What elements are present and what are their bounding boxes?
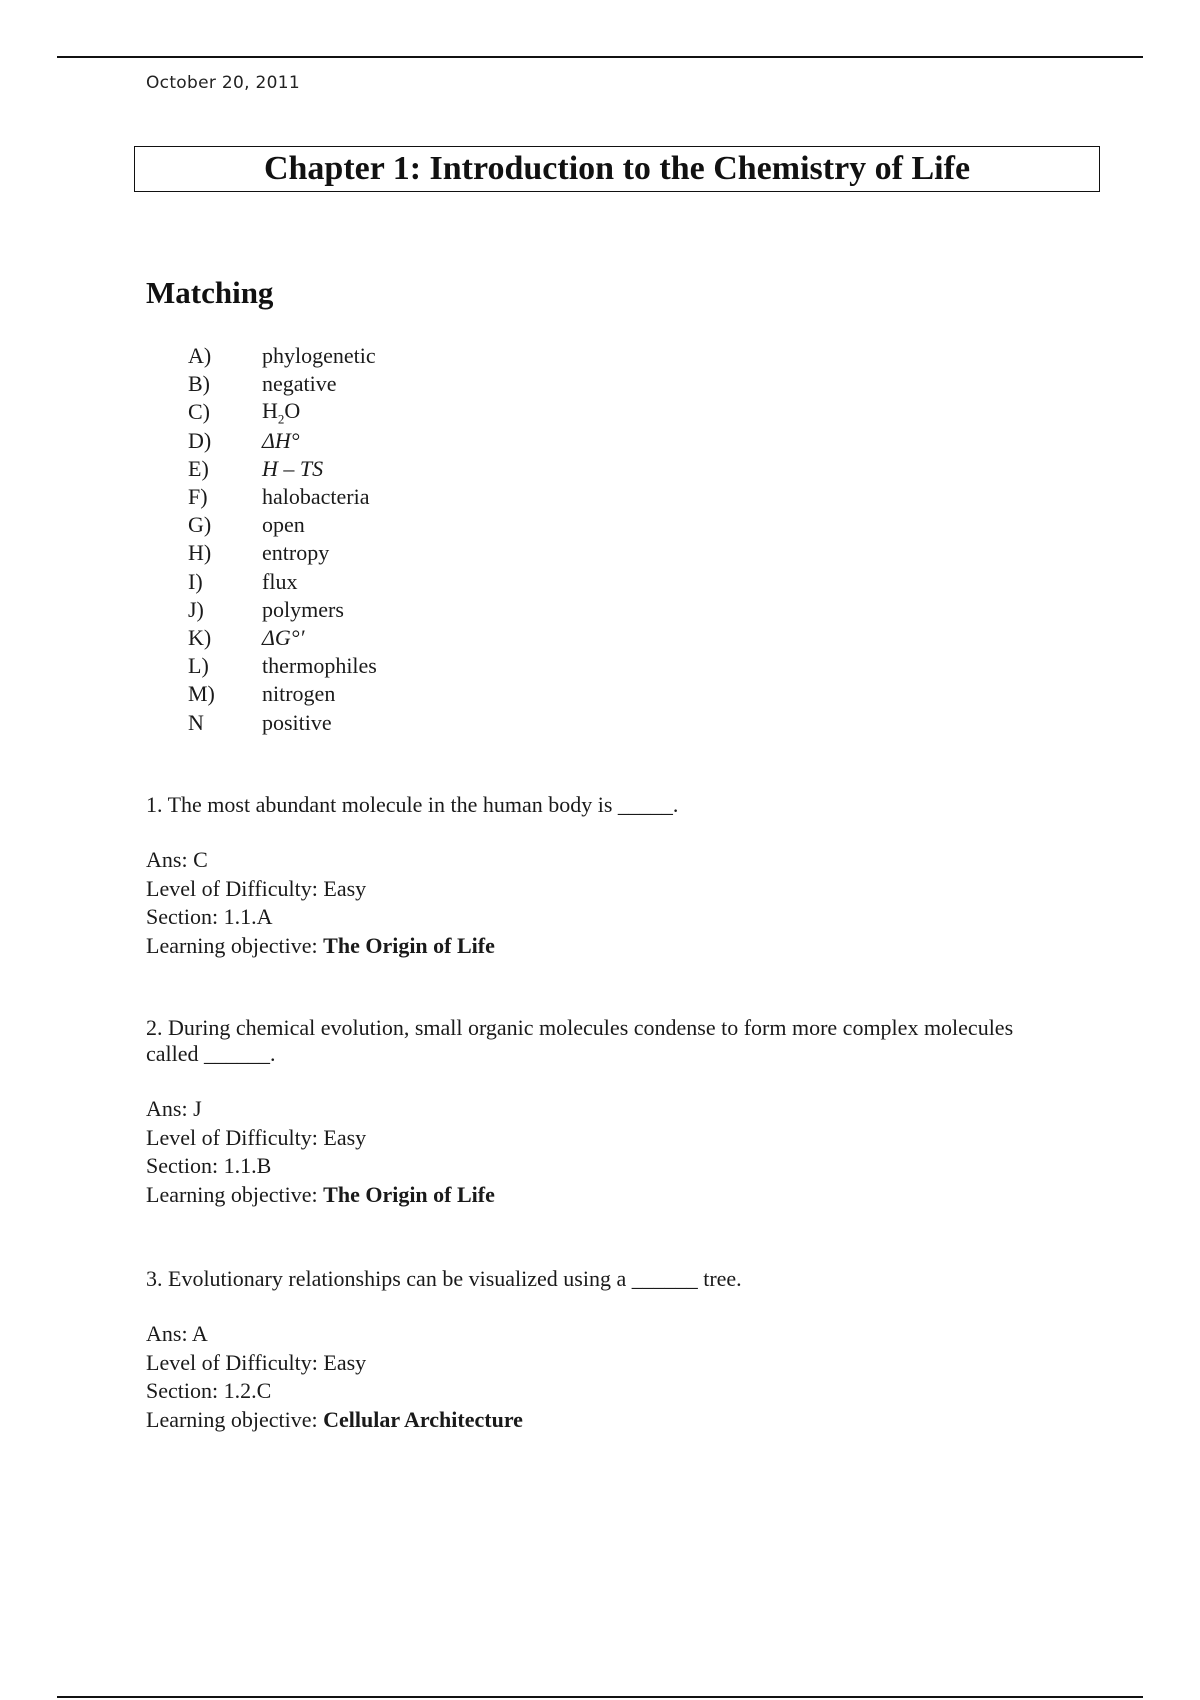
chapter-title-box	[134, 146, 1100, 192]
answer-line	[146, 846, 1046, 875]
top-rule	[57, 56, 1143, 58]
matching-term: negative	[262, 371, 337, 397]
matching-letter: L)	[188, 653, 209, 679]
matching-letter: A)	[188, 343, 212, 369]
section-line	[146, 1377, 1046, 1406]
question-1	[146, 792, 1046, 960]
answer-value: C	[193, 847, 208, 872]
difficulty-label: Level of Difficulty:	[146, 1349, 324, 1375]
matching-item	[188, 370, 377, 398]
question-text: 3. Evolutionary relationships can be visualized using a ______ tree.	[146, 1266, 742, 1291]
matching-term: phylogenetic	[262, 343, 376, 369]
answer-label: Ans:	[146, 1321, 192, 1346]
formula-o: O	[284, 397, 301, 423]
matching-item	[188, 511, 377, 539]
matching-item	[188, 652, 377, 680]
formula-h: H	[262, 397, 278, 423]
difficulty-label: Level of Difficulty:	[146, 875, 324, 901]
objective-label: Learning objective:	[146, 1406, 324, 1432]
matching-item	[188, 596, 377, 624]
section-value: 1.2.C	[223, 1378, 272, 1403]
question-3	[146, 1266, 1046, 1434]
objective-label: Learning objective:	[146, 1181, 324, 1207]
matching-heading: Matching	[146, 275, 274, 310]
matching-letter: G)	[188, 512, 212, 538]
matching-letter: E)	[188, 455, 209, 481]
section-label: Section:	[146, 1153, 224, 1178]
difficulty-value: Easy	[323, 1349, 367, 1375]
matching-term: polymers	[262, 596, 344, 622]
section-value: 1.1.A	[223, 904, 273, 929]
answer-value: J	[193, 1096, 202, 1121]
matching-list	[188, 342, 377, 737]
question-text: 2. During chemical evolution, small organic molecules condense to form more complex molecules called ______.	[146, 1015, 1014, 1066]
matching-term: positive	[262, 709, 332, 735]
matching-term: nitrogen	[262, 681, 336, 707]
objective-value: Cellular Architecture	[323, 1406, 523, 1432]
matching-letter: N	[188, 709, 204, 735]
matching-letter: H)	[188, 540, 212, 566]
matching-item	[188, 483, 377, 511]
difficulty-value: Easy	[323, 1124, 367, 1150]
answer-line	[146, 1320, 1046, 1349]
matching-item	[188, 624, 377, 652]
objective-value: The Origin of Life	[323, 932, 495, 958]
objective-label: Learning objective:	[146, 932, 324, 958]
objective-value: The Origin of Life	[323, 1181, 495, 1207]
section-line	[146, 1152, 1046, 1181]
matching-letter: F)	[188, 484, 208, 510]
matching-term: thermophiles	[262, 653, 377, 679]
matching-letter: J)	[188, 596, 204, 622]
matching-term: ΔG°′	[262, 624, 305, 650]
matching-item	[188, 539, 377, 567]
matching-letter: C)	[188, 399, 210, 425]
header-date: October 20, 2011	[146, 73, 300, 93]
matching-letter: M)	[188, 681, 215, 707]
matching-letter: D)	[188, 427, 212, 453]
objective-line	[146, 1181, 1046, 1210]
matching-item	[188, 427, 377, 455]
matching-term: flux	[262, 568, 298, 594]
section-line	[146, 903, 1046, 932]
chapter-title: Chapter 1: Introduction to the Chemistry of Life	[263, 150, 971, 187]
answer-label: Ans:	[146, 847, 194, 872]
matching-item	[188, 398, 377, 426]
bottom-rule	[57, 1696, 1143, 1698]
section-label: Section:	[146, 1378, 224, 1403]
question-2	[146, 1015, 1046, 1209]
matching-letter: K)	[188, 624, 212, 650]
difficulty-line	[146, 875, 1046, 904]
matching-term: open	[262, 512, 305, 538]
answer-value: A	[191, 1321, 208, 1346]
matching-term	[262, 398, 300, 427]
section-label: Section:	[146, 904, 224, 929]
matching-item	[188, 455, 377, 483]
difficulty-label: Level of Difficulty:	[146, 1124, 324, 1150]
matching-item	[188, 342, 377, 370]
matching-item	[188, 568, 377, 596]
question-text: 1. The most abundant molecule in the human body is _____.	[146, 792, 679, 817]
matching-term: ΔH°	[262, 427, 300, 453]
difficulty-line	[146, 1124, 1046, 1153]
answer-label: Ans:	[146, 1096, 194, 1121]
difficulty-value: Easy	[323, 875, 367, 901]
objective-line	[146, 932, 1046, 961]
matching-letter: B)	[188, 371, 210, 397]
matching-term: entropy	[262, 540, 330, 566]
answer-line	[146, 1095, 1046, 1124]
matching-letter: I)	[188, 568, 203, 594]
matching-term: halobacteria	[262, 484, 370, 510]
matching-item	[188, 680, 377, 708]
section-value: 1.1.B	[223, 1153, 272, 1178]
matching-item	[188, 708, 377, 736]
formula-subscript: 2	[277, 411, 285, 427]
matching-term: H – TS	[262, 455, 324, 481]
difficulty-line	[146, 1349, 1046, 1378]
objective-line	[146, 1406, 1046, 1435]
